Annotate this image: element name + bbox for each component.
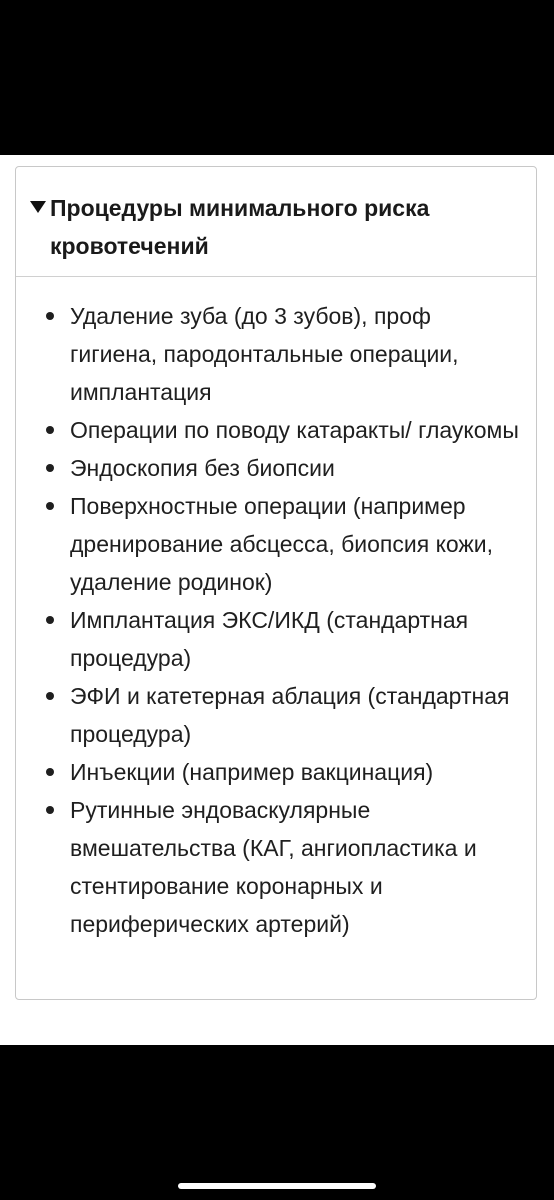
bullet-icon [46, 464, 54, 472]
bullet-icon [46, 806, 54, 814]
top-black-area [0, 0, 554, 155]
list-item-text: Операции по поводу катаракты/ глаукомы [70, 417, 519, 443]
procedure-list [38, 297, 520, 943]
bullet-icon [46, 312, 54, 320]
list-item [38, 677, 520, 753]
bullet-icon [46, 616, 54, 624]
list-item-text: Поверхностные операции (например дренирование абсцесса, биопсия кожи, удаление родинок) [70, 493, 494, 595]
list-item-text: Рутинные эндоваскулярные вмешательства (КАГ, ангиопластика и стентирование коронарных и периферических артерий) [70, 797, 477, 937]
list-item [38, 791, 520, 943]
list-item-text: Удаление зуба (до 3 зубов), проф гигиена, пародонтальные операции, имплантация [70, 303, 459, 405]
list-item-text: ЭФИ и катетерная аблация (стандартная процедура) [70, 683, 510, 747]
list-item [38, 411, 520, 449]
list-item [38, 753, 520, 791]
list-item-text: Имплантация ЭКС/ИКД (стандартная процедура) [70, 607, 469, 671]
card-body [16, 277, 536, 943]
bullet-icon [46, 768, 54, 776]
card-header[interactable] [16, 167, 536, 277]
list-item [38, 601, 520, 677]
collapsible-card [15, 166, 537, 1000]
card-title-row[interactable] [30, 189, 522, 265]
list-item [38, 449, 520, 487]
card-title: Процедуры минимального риска кровотечений [50, 195, 430, 259]
list-item [38, 297, 520, 411]
bullet-icon [46, 426, 54, 434]
list-item-text: Инъекции (например вакцинация) [70, 759, 434, 785]
bottom-black-area [0, 1045, 554, 1200]
home-indicator[interactable] [178, 1183, 376, 1189]
list-item [38, 487, 520, 601]
content-area [0, 155, 554, 1045]
triangle-down-icon[interactable] [30, 201, 46, 213]
bullet-icon [46, 502, 54, 510]
bullet-icon [46, 692, 54, 700]
list-item-text: Эндоскопия без биопсии [70, 455, 335, 481]
